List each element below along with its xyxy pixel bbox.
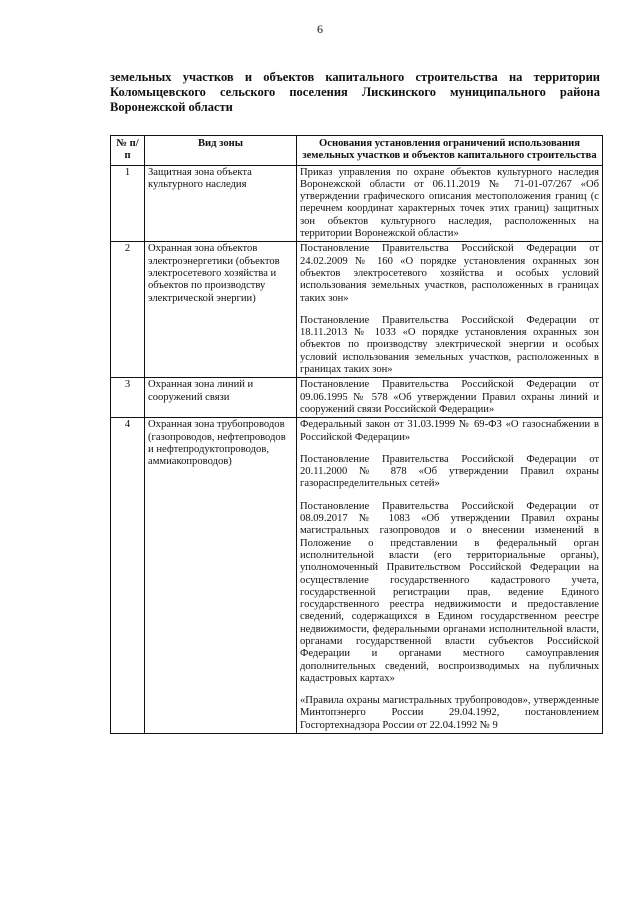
zone-type: Защитная зона объекта культурного наследия [145,165,297,242]
restriction-zones-table [110,135,603,734]
table-row [111,418,603,734]
row-number: 3 [111,378,145,418]
restriction-basis [297,165,603,242]
header-number: № п/п [111,136,145,166]
row-number: 2 [111,242,145,378]
row-number: 1 [111,165,145,242]
restriction-basis [297,242,603,378]
row-number: 4 [111,418,145,734]
zone-type: Охранная зона объектов электроэнергетики (объектов электросетевого хозяйства и объектов по производству электрической энергии) [145,242,297,378]
header-zone-type: Вид зоны [145,136,297,166]
restriction-basis [297,418,603,734]
restriction-basis [297,378,603,418]
basis-paragraph: Постановление Правительства Российской Федерации от 09.06.1995 № 578 «Об утверждении Правил охраны линий и сооружений связи Российской Федерации» [300,379,599,415]
table-row [111,242,603,378]
basis-paragraph: Федеральный закон от 31.03.1999 № 69-ФЗ «О газоснабжении в Российской Федерации» [300,419,599,443]
table-row [111,165,603,242]
basis-paragraph: Постановление Правительства Российской Федерации от 20.11.2000 № 878 «Об утверждении Правил охраны газораспределительных сетей» [300,453,599,490]
table-header-row [111,136,603,166]
document-heading: земельных участков и объектов капитального строительства на территории Коломыцевского сельского поселения Лискинского муниципального района Воронежской области [110,70,600,114]
table-row [111,378,603,418]
basis-paragraph: Приказ управления по охране объектов культурного наследия Воронежской области от 06.11.2019 № 71-01-07/267 «Об утверждении графического описания местоположения границ (с перечнем координат характерных точек этих границ) защитных зон объектов культурного наследия, расположенных на территории Воронежской области» [300,166,599,240]
zone-type: Охранная зона трубопроводов (газопроводов, нефтепроводов и нефтепродуктопроводов, аммиакопроводов) [145,418,297,734]
basis-paragraph: Постановление Правительства Российской Федерации от 08.09.2017 № 1083 «Об утверждении Правил охраны магистральных газопроводов и о внесении изменений в Положение о представлении в федеральный орган исполнительной власти (его территориальные органы), уполномоченный Правительством Российской Федерации на осуществление государственного кадастрового учета, государственной регистрации прав, ведение Единого государственного реестра недвижимости и предоставление сведений, содержащихся в Едином государственном реестре недвижимости, федеральными органами исполнительной власти, органами государственной власти субъектов Российской Федерации и органами местного самоуправления дополнительных сведений, воспроизводимых на публичных кадастровых картах» [300,500,599,684]
basis-paragraph: Постановление Правительства Российской Федерации от 24.02.2009 № 160 «О порядке установления охранных зон объектов электросетевого хозяйства и особых условий использования земельных участков, расположенных в границах таких зон» [300,243,599,304]
header-restriction-basis: Основания установления ограничений использования земельных участков и объектов капитального строительства [297,136,603,166]
basis-paragraph: «Правила охраны магистральных трубопроводов», утвержденные Минтопэнерго России 29.04.1992, постановлением Госгортехнадзора России от 22.04.1992 № 9 [300,695,599,731]
page-number: 6 [317,22,323,36]
zone-type: Охранная зона линий и сооружений связи [145,378,297,418]
basis-paragraph: Постановление Правительства Российской Федерации от 18.11.2013 № 1033 «О порядке установления охранных зон объектов по производству электрической энергии и особых условий использования земельных участков, расположенных в границах таких зон» [300,314,599,376]
